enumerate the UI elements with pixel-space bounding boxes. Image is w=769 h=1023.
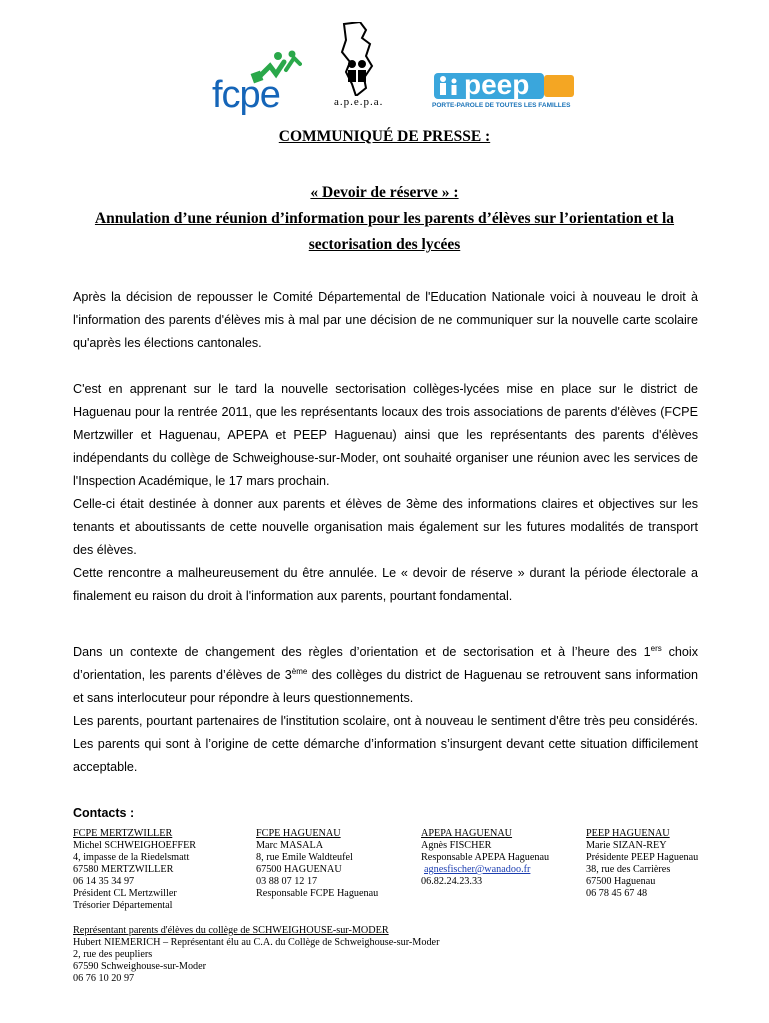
paragraph-5-part-c: des collèges du district de Haguenau se retrouvent sans information et sans interlocuteur pour répondre à leurs questionnements. <box>73 668 698 705</box>
contacts-title: Contacts : <box>73 806 135 820</box>
email-link[interactable]: agnesfischer@wanadoo.fr <box>424 864 531 875</box>
contact-line: Responsable FCPE Haguenau <box>256 888 379 899</box>
contact-line: Présidente PEEP Haguenau <box>586 852 699 863</box>
contact-fcpe-haguenau <box>256 828 378 900</box>
contact-line: Marie SIZAN-REY <box>586 840 667 851</box>
superscript-ers: ers <box>650 643 662 653</box>
contact-head: FCPE HAGUENAU <box>256 828 341 839</box>
footer-line: 2, rue des peupliers <box>73 949 153 960</box>
apepa-logo <box>326 22 394 114</box>
subtitle-line-1: « Devoir de réserve » : <box>310 184 459 201</box>
paragraph-5-part-b: choix d’orientation, les parents d’élèves de 3 <box>73 645 698 682</box>
footer-line: 67590 Schweighouse-sur-Moder <box>73 961 207 972</box>
alsace-map-icon <box>326 22 394 96</box>
paragraph-2-group <box>73 378 698 608</box>
family-icon <box>436 73 462 99</box>
subtitle-line-3: sectorisation des lycées <box>308 236 461 253</box>
contact-line: 38, rue des Carrières <box>586 864 671 875</box>
contact-line: 4, impasse de la Riedelsmatt <box>73 852 190 863</box>
peep-logo <box>430 69 578 113</box>
contact-peep-haguenau <box>586 828 698 900</box>
superscript-eme: ème <box>291 666 308 676</box>
contact-line: 8, rue Emile Waldteufel <box>256 852 353 863</box>
footer-line: Hubert NIEMERICH – Représentant élu au C.A. du Collège de Schweighouse-sur-Moder <box>73 937 440 948</box>
contact-line: 67500 Haguenau <box>586 876 656 887</box>
peep-tagline: PORTE-PAROLE DE TOUTES LES FAMILLES <box>432 102 571 109</box>
contact-line: 06.82.24.23.33 <box>421 876 483 887</box>
paragraph-4-text: Cette rencontre a malheureusement du être annulée. Le « devoir de réserve » durant la période électorale a finalement eu raison du droit à l'information aux parents, pourtant fondamental. <box>73 566 698 603</box>
subtitle-line-2: Annulation d’une réunion d’information pour les parents d’élèves sur l’orientation et la <box>94 210 675 227</box>
paragraph-5-text <box>73 641 698 710</box>
contact-line: Agnès FISCHER <box>421 840 492 851</box>
contact-line: 06 78 45 67 48 <box>586 888 648 899</box>
paragraph-1 <box>73 286 698 355</box>
fcpe-logo <box>212 48 302 114</box>
peep-logo-badge <box>434 69 544 100</box>
footer-head: Représentant parents d'élèves du collège de SCHWEIGHOUSE-sur-MODER <box>73 925 389 936</box>
contact-line: Marc MASALA <box>256 840 324 851</box>
contact-line: Michel SCHWEIGHOEFFER <box>73 840 197 851</box>
peep-book-icon <box>544 75 574 97</box>
page-title: COMMUNIQUÉ DE PRESSE : <box>278 128 491 145</box>
contact-line: Responsable APEPA Haguenau <box>421 852 550 863</box>
footer-contact <box>73 925 439 985</box>
contact-head: PEEP HAGUENAU <box>586 828 670 839</box>
peep-logo-text: peep <box>464 69 530 100</box>
paragraph-1-text: Après la décision de repousser le Comité Départemental de l'Education Nationale voici à nouveau le droit à l'information des parents d'élèves mis à mal par une décision de ne communiquer sur la nouvelle carte scolaire qu'après les élections cantonales. <box>73 290 698 350</box>
contact-fcpe-mertzwiller <box>73 828 196 912</box>
footer-line: 06 76 10 20 97 <box>73 973 135 984</box>
paragraph-3-text: Celle-ci était destinée à donner aux parents et élèves de 3ème des informations claires et objectives sur les tenants et aboutissants de cette nouvelle organisation mais également sur les futures modalités de transport des élèves. <box>73 497 698 557</box>
paragraph-2-text: C'est en apprenant sur le tard la nouvelle sectorisation collèges-lycées mise en place sur le district de Haguenau pour la rentrée 2011, que les représentants locaux des trois associations de parents d'élèves (FCPE Mertzwiller et Haguenau, APEPA et PEEP Haguenau) ainsi que les représentants des parents d'élèves indépendants du collège de Schweighouse-sur-Moder, ont souhaité organiser une réunion avec les services de l'Inspection Académique, le 17 mars prochain. <box>73 382 698 488</box>
contact-line: Trésorier Départemental <box>73 900 173 911</box>
apepa-logo-text: a.p.e.p.a. <box>334 96 384 108</box>
paragraph-5-part-a: Dans un contexte de changement des règles d’orientation et de sectorisation et à l’heure des 1 <box>73 645 651 659</box>
paragraph-6-text: Les parents, pourtant partenaires de l'institution scolaire, ont à nouveau le sentiment d'être très peu considérés. Les parents qui sont à l’origine de cette démarche d’information s’insurgent devant cette situation difficilement acceptable. <box>73 714 698 774</box>
contact-line: 06 14 35 34 97 <box>73 876 135 887</box>
contact-line: 03 88 07 12 17 <box>256 876 318 887</box>
contact-line: 67580 MERTZWILLER <box>73 864 174 875</box>
contact-line: Président CL Mertzwiller <box>73 888 177 899</box>
contact-apepa-haguenau <box>421 828 549 888</box>
contact-head: APEPA HAGUENAU <box>421 828 513 839</box>
paragraph-5-group <box>73 641 698 779</box>
contact-head: FCPE MERTZWILLER <box>73 828 173 839</box>
fcpe-logo-text: fcpe <box>212 74 280 116</box>
contact-line: 67500 HAGUENAU <box>256 864 342 875</box>
